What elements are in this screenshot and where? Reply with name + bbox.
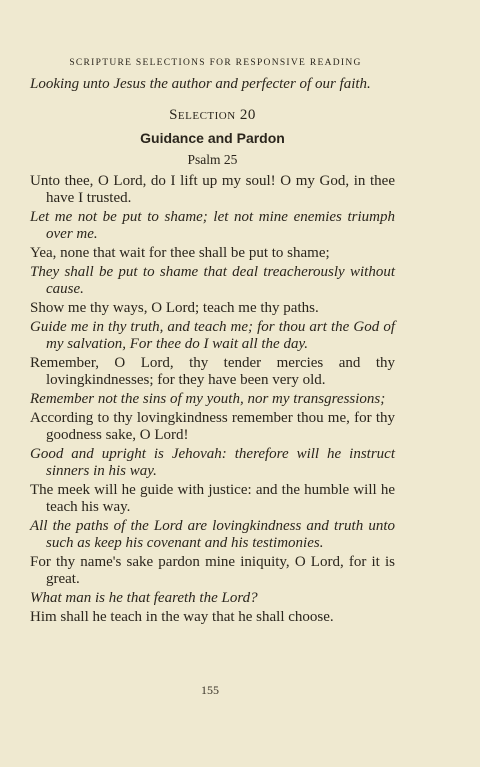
intro-verse: Looking unto Jesus the author and perfecter of our faith. — [30, 76, 371, 92]
page-body — [30, 58, 395, 628]
verse-leader-3: Show me thy ways, O Lord; teach me thy paths. — [30, 300, 319, 316]
page-number: 155 — [201, 683, 219, 697]
verse-response-4: Remember not the sins of my youth, nor my transgressions; — [30, 391, 386, 407]
verse-leader-8: Him shall he teach in the way that he shall choose. — [30, 609, 334, 625]
verse-response-6: All the paths of the Lord are lovingkindness and truth unto such as keep his covenant and his testimonies. — [30, 518, 395, 551]
selection-title: Guidance and Pardon — [140, 130, 285, 146]
verse-response-5: Good and upright is Jehovah: therefore will he instruct sinners in his way. — [30, 446, 395, 479]
verse-leader-4: Remember, O Lord, thy tender mercies and thy lovingkindnesses; for they have been very old. — [30, 355, 395, 388]
verse-leader-1: Unto thee, O Lord, do I lift up my soul! O my God, in thee have I trusted. — [30, 173, 395, 206]
verse-response-1: Let me not be put to shame; let not mine enemies triumph over me. — [30, 209, 395, 242]
verse-leader-5: According to thy lovingkindness remember thou me, for thy goodness sake, O Lord! — [30, 410, 395, 443]
running-head: SCRIPTURE SELECTIONS FOR RESPONSIVE READING — [69, 58, 362, 68]
verse-leader-2: Yea, none that wait for thee shall be put to shame; — [30, 245, 330, 261]
verse-response-7: What man is he that feareth the Lord? — [30, 590, 258, 606]
selection-number: Selection 20 — [169, 107, 256, 123]
verse-leader-7: For thy name's sake pardon mine iniquity, O Lord, for it is great. — [30, 554, 395, 587]
verse-response-3: Guide me in thy truth, and teach me; for thou art the God of my salvation, For thee do I wait all the day. — [30, 319, 395, 352]
verse-leader-6: The meek will he guide with justice: and the humble will he teach his way. — [30, 482, 395, 515]
verse-response-2: They shall be put to shame that deal treacherously without cause. — [30, 264, 395, 297]
psalm-reference: Psalm 25 — [187, 152, 238, 167]
